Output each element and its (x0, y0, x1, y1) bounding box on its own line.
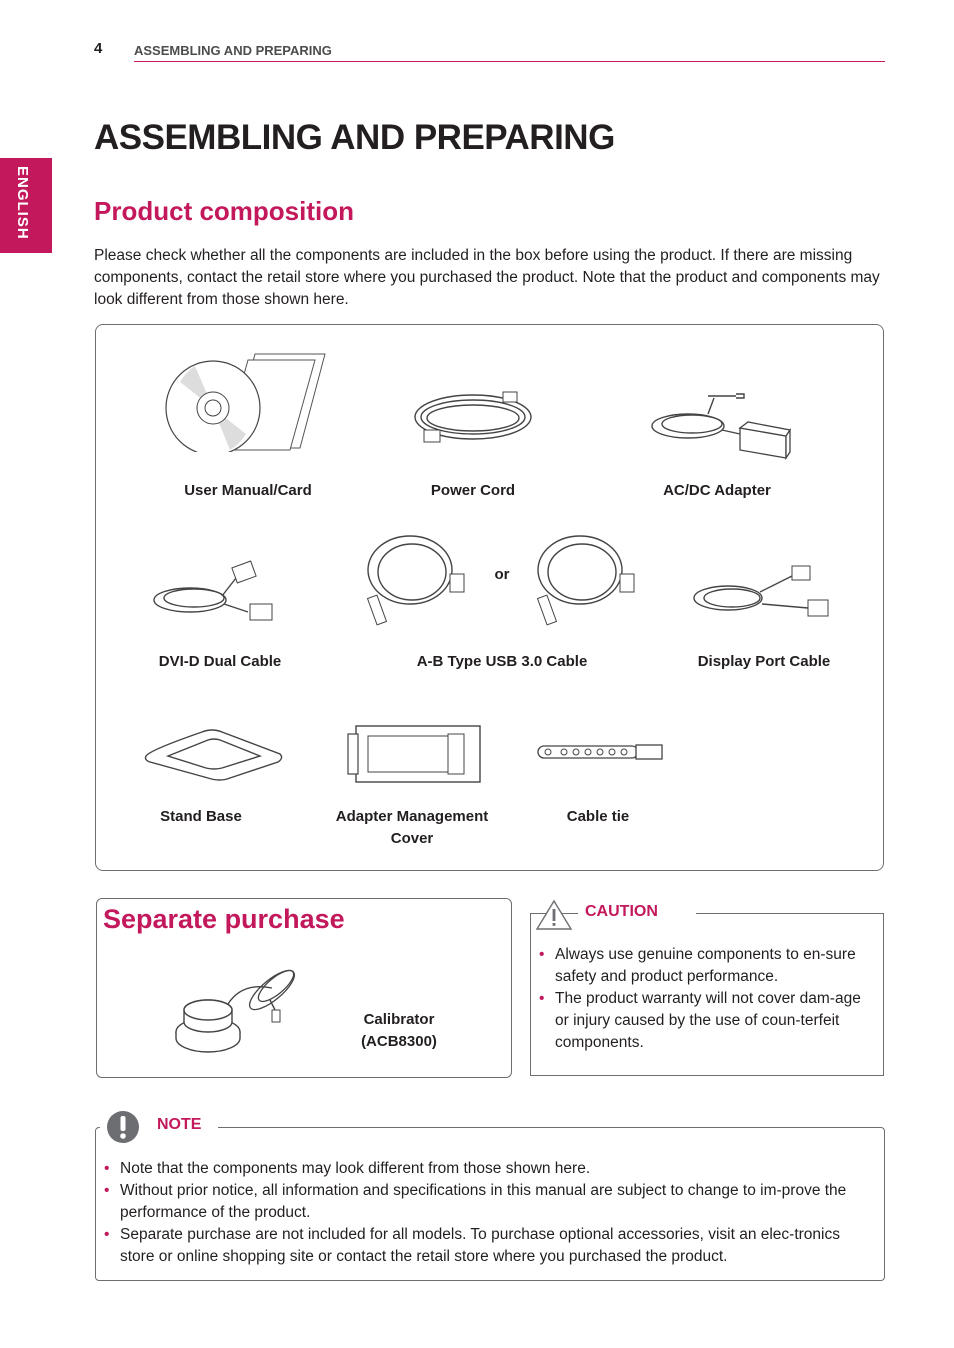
caution-title: CAUTION (585, 903, 664, 921)
page-number: 4 (94, 40, 103, 57)
caution-list (539, 944, 865, 1054)
label-display-port-cable: Display Port Cable (697, 653, 831, 670)
dvi-cable-icon (148, 558, 293, 628)
intro-paragraph: Please check whether all the components are included in the box before using the product. If there are missing components, contact the retail store where you purchased the product. Note that the product and components may look different from those shown here. (94, 247, 880, 308)
label-cable-tie: Cable tie (566, 808, 630, 825)
caution-item: • Always use genuine components to en-sure safety and product performance. (539, 944, 865, 988)
running-header: ASSEMBLING AND PREPARING (134, 43, 332, 58)
stand-base-icon (142, 726, 286, 782)
user-manual-icon (160, 352, 330, 452)
language-tab (0, 158, 52, 253)
exclamation-icon (106, 1110, 140, 1144)
display-port-cable-icon (688, 562, 838, 630)
label-adapter-cover-line1: Adapter Management (335, 808, 489, 825)
usb-cable-icon-1 (358, 530, 468, 630)
power-cord-icon (408, 384, 538, 454)
language-tab-label: ENGLISH (14, 166, 31, 240)
header-rule (134, 61, 885, 62)
section-heading-product-composition: Product composition (94, 196, 354, 226)
note-list (104, 1158, 864, 1268)
note-item: • Note that the components may look different from those shown here. (104, 1158, 864, 1180)
calibrator-icon (172, 952, 342, 1060)
label-usb-cable: A-B Type USB 3.0 Cable (416, 653, 588, 670)
note-title: NOTE (151, 1116, 207, 1134)
separate-purchase-heading: Separate purchase (103, 904, 345, 934)
note-item: • Separate purchase are not included for all models. To purchase optional accessories, visit an elec-tronics store or online shopping site or contact the retail store where you purchased the product. (104, 1224, 864, 1268)
label-user-manual: User Manual/Card (184, 482, 312, 499)
label-calibrator-line2: (ACB8300) (361, 1033, 437, 1050)
label-or: or (494, 566, 510, 583)
label-adapter-cover (312, 806, 512, 850)
usb-cable-icon-2 (528, 530, 638, 630)
note-item: • Without prior notice, all information and specifications in this manual are subject to change to im-prove the performance of the product. (104, 1180, 864, 1224)
label-ac-dc-adapter: AC/DC Adapter (663, 482, 771, 499)
label-power-cord: Power Cord (430, 482, 516, 499)
label-dvi-cable: DVI-D Dual Cable (158, 653, 282, 670)
label-calibrator-line1: Calibrator (363, 1011, 435, 1028)
adapter-cover-icon (344, 722, 484, 786)
cable-tie-icon (536, 744, 666, 762)
label-adapter-cover-line2: Cover (390, 830, 434, 847)
page-title: ASSEMBLING AND PREPARING (94, 118, 615, 157)
label-stand-base: Stand Base (160, 808, 242, 825)
caution-triangle-icon (534, 898, 574, 932)
ac-dc-adapter-icon (648, 388, 798, 460)
label-calibrator (344, 1009, 454, 1053)
caution-item: • The product warranty will not cover dam-age or injury caused by the use of coun-terfeit components. (539, 988, 865, 1054)
